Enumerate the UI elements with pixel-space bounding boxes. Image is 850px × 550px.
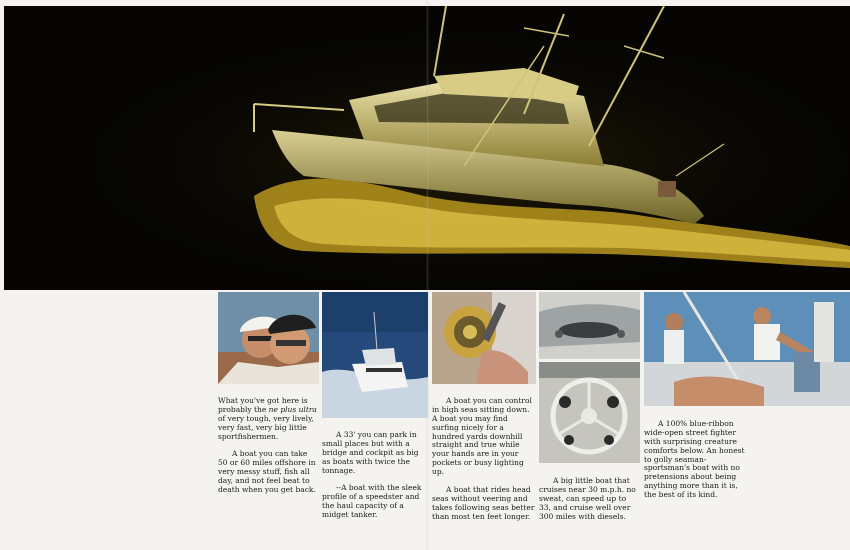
boat-running-photo [322, 292, 428, 418]
caption-col-2-para-1: A 33' you can park in small places but with a bridge and cockpit as big as boats with twice the tonnage. [322, 429, 419, 475]
steering-wheel-photo [539, 362, 640, 463]
caption-col-4 [539, 468, 640, 530]
caption-col-2 [322, 422, 426, 529]
caption-col-4-para-1: A big little boat that cruises near 30 m.p.h. no sweat, can speed up to 33, and cruise well over 300 miles with diesels. [539, 475, 636, 521]
caption-col-3-para-1: A boat you can control in high seas sitting down. A boat you may find surfing nicely for a hundred yards downhill straight and true while your hands are in your pockets or busy lighting up. [432, 395, 532, 477]
caption-col-3-para-2: A boat that rides head seas without veering and takes following seas better than most ten feet longer. [432, 484, 535, 521]
fishing-reel-photo [432, 292, 536, 384]
caption-col-3 [432, 388, 536, 531]
caption-col-5-para-1: A 100% blue-ribbon wide-open street fighter with surprising creature comforts below. An honest to golly seaman-sportsman's boat with no pretensions about being anything more than it is, the best of its kind. [644, 418, 745, 500]
caption-col-1-para-1: What you've got here is probably the ne plus ultra of very tough, very lively, very fast, very big little sportfishermen. [218, 395, 317, 441]
caption-col-2-para-2: --A boat with the sleek profile of a speedster and the haul capacity of a midget tanker. [322, 483, 422, 520]
couple-photo [218, 292, 319, 384]
anglers-photo [644, 292, 850, 406]
caption-col-1 [218, 388, 319, 504]
caption-col-1-para-2: A boat you can take 50 or 60 miles offshore in very messy stuff, fish all day, and not feel beat to death when you get back. [218, 449, 316, 494]
latin-phrase: ne plus ultra [268, 404, 317, 414]
helm-console-photo [539, 292, 640, 359]
page-spine [426, 0, 429, 550]
caption-col-5 [644, 411, 748, 509]
